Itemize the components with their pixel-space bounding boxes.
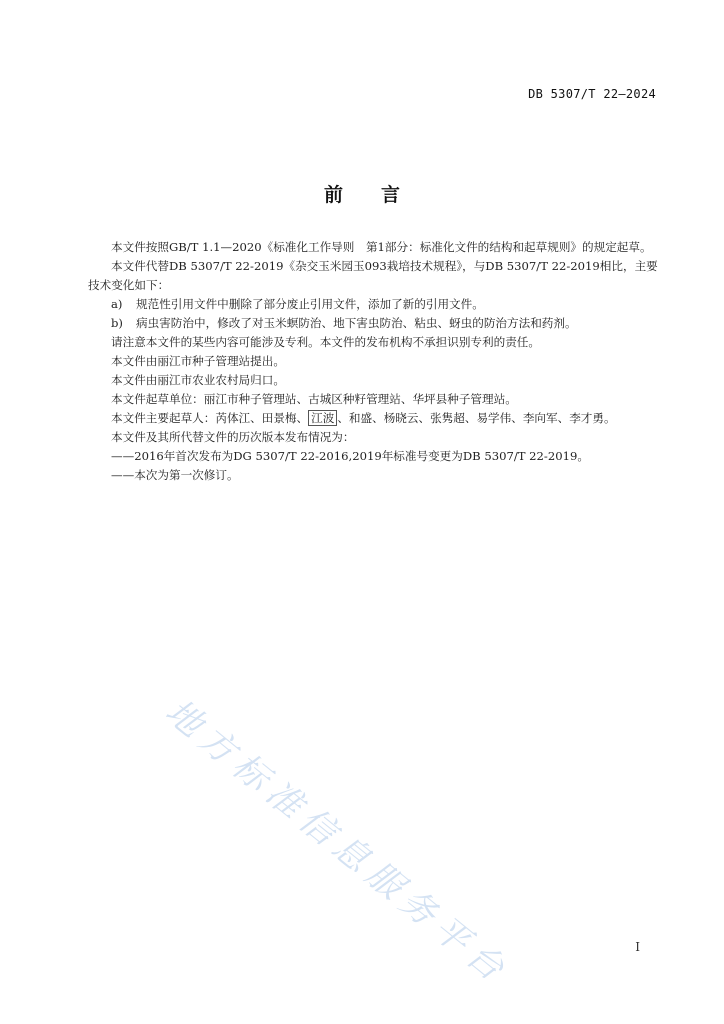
paragraph-drafting-basis: 本文件按照GB/T 1.1—2020《标准化工作导则 第1部分：标准化文件的结构和起草规则》的规定起草。 (111, 240, 652, 254)
list-item (88, 314, 658, 333)
document-body (88, 237, 658, 485)
drafters-lead: 本文件主要起草人：芮体江、田景梅、 (111, 411, 309, 425)
paragraph-proposer: 本文件由丽江市种子管理站提出。 (111, 354, 285, 368)
boxed-drafter-name: 江波 (308, 410, 337, 426)
list-marker: b) (111, 316, 123, 330)
paragraph-drafters (88, 409, 658, 428)
page-title: 前言 (323, 184, 438, 206)
page-number: I (635, 940, 640, 954)
paragraph-history-first: ——2016年首次发布为DG 5307/T 22-2016,2019年标准号变更为DB 5307/T 22-2019。 (111, 449, 589, 463)
drafters-rest: 、和盛、杨晓云、张隽超、易学伟、李向军、李才勇。 (337, 411, 616, 425)
paragraph-patent-notice: 请注意本文件的某些内容可能涉及专利。本文件的发布机构不承担识别专利的责任。 (111, 335, 540, 349)
document-code: DB 5307/T 22—2024 (528, 87, 656, 101)
paragraph-history-current: ——本次为第一次修订。 (111, 468, 239, 482)
list-item-text: 规范性引用文件中删除了部分废止引用文件，添加了新的引用文件。 (136, 297, 484, 311)
list-marker: a) (111, 297, 123, 311)
paragraph-replacement: 本文件代替DB 5307/T 22-2019《杂交玉米园玉093栽培技术规程》，与DB 5307/T 22-2019相比，主要技术变化如下： (88, 259, 658, 292)
list-item (88, 295, 658, 314)
watermark: 地方标准信息服务平台 (157, 691, 517, 994)
paragraph-history-intro: 本文件及其所代替文件的历次版本发布情况为： (111, 430, 355, 444)
paragraph-drafting-units: 本文件起草单位：丽江市种子管理站、古城区种籽管理站、华坪县种子管理站。 (111, 392, 517, 406)
paragraph-centralized-unit: 本文件由丽江市农业农村局归口。 (111, 373, 285, 387)
list-item-text: 病虫害防治中，修改了对玉米螟防治、地下害虫防治、粘虫、蚜虫的防治方法和药剂。 (136, 316, 577, 330)
